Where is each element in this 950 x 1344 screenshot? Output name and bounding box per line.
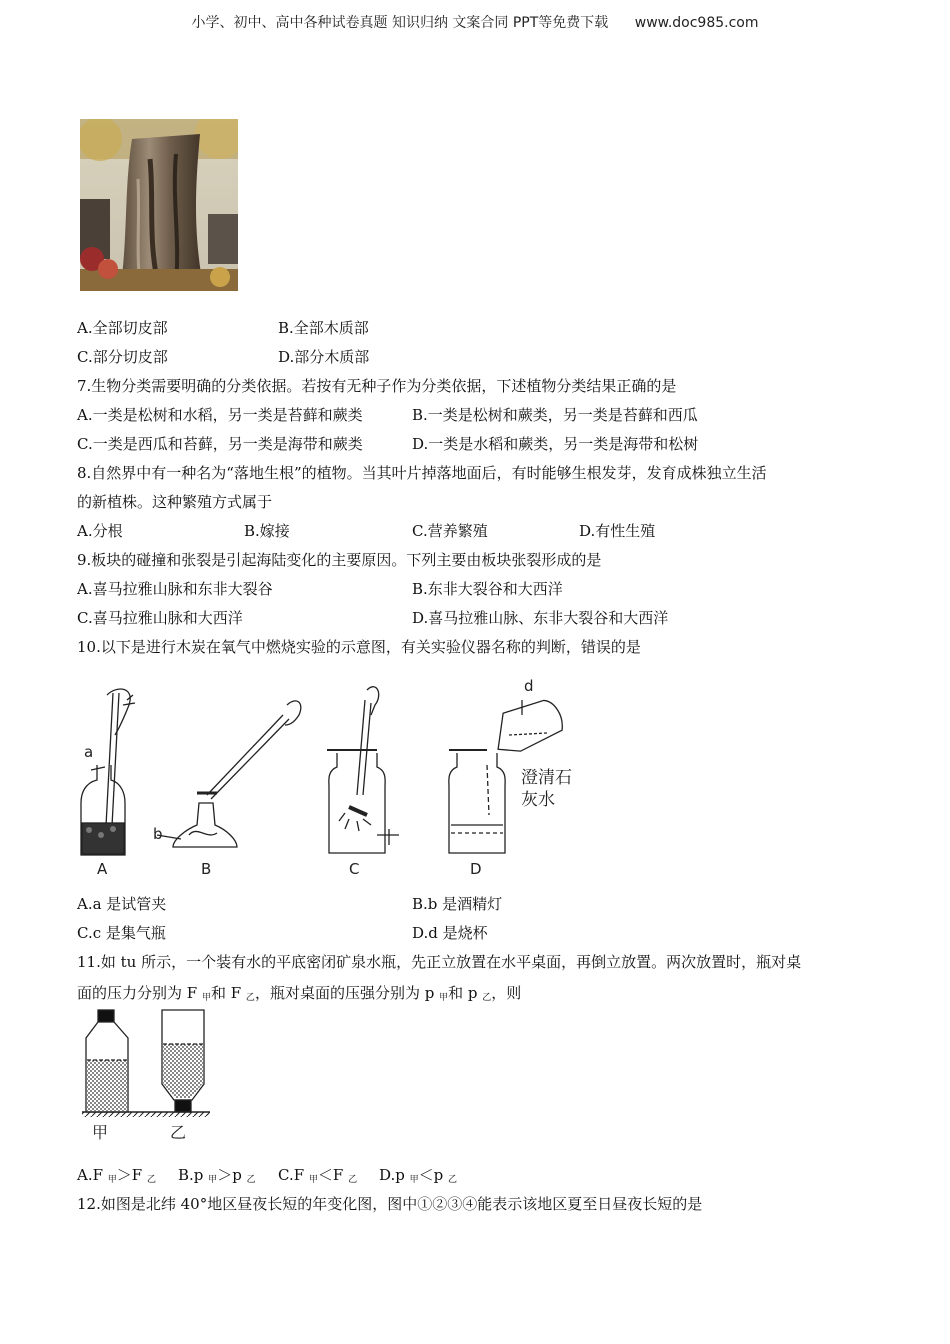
header-text: 小学、初中、高中各种试卷真题 知识归纳 文案合同 PPT等免费下载 [191,15,609,31]
q10-option-a[interactable]: A.a 是试管夹 [77,895,167,913]
q11-option-d[interactable]: D.p $_甲$＜p $_乙$ [379,1166,458,1185]
q6-option-b[interactable]: B.全部木质部 [278,319,369,337]
q8-stem-line1: 8.自然界中有一种名为“落地生根”的植物。当其叶片掉落地面后，有时能够生根发芽，发育成株独立生活 [77,464,767,482]
q11-option-b[interactable]: B.p $_甲$＞p $_乙$ [178,1166,256,1185]
figure-label-b: B [201,860,212,878]
apparatus-c [327,687,399,853]
q8-option-d[interactable]: D.有性生殖 [579,522,656,540]
q7-stem: 7.生物分类需要明确的分类依据。若按有无种子作为分类依据，下述植物分类结果正确的是 [77,377,677,395]
q8-option-b[interactable]: B.嫁接 [244,522,290,540]
figure-label-d: D [470,860,482,878]
q7-option-d[interactable]: D.一类是水稻和蕨类，另一类是海带和松树 [412,435,699,453]
figure-label-c: C [349,860,360,878]
q10-option-d[interactable]: D.d 是烧杯 [412,924,488,942]
q7-option-c[interactable]: C.一类是西瓜和苔藓，另一类是海带和蕨类 [77,435,363,453]
tree-photo [80,119,238,291]
apparatus-b [157,701,301,847]
q11-bottle-figure [80,1008,212,1144]
q9-option-a[interactable]: A.喜马拉雅山脉和东非大裂谷 [77,580,273,598]
limewater-label-1: 澄清石 [521,768,572,788]
label-jia: 甲 [92,1123,109,1142]
limewater-label-2: 灰水 [521,790,555,810]
q10-experiment-figure [77,675,587,880]
q9-stem: 9.板块的碰撞和张裂是引起海陆变化的主要原因。下列主要由板块张裂形成的是 [77,551,602,569]
q8-option-a[interactable]: A.分根 [77,522,123,540]
q11-stem-line2: 面的压力分别为 F $_甲$和 F $_乙$，瓶对桌面的压强分别为 p $_甲$和 p $_乙$，则 [77,984,522,1003]
q11-option-a[interactable]: A.F $_甲$＞F $_乙$ [77,1166,156,1185]
figure-label-a: A [97,860,108,878]
q9-option-d[interactable]: D.喜马拉雅山脉、东非大裂谷和大西洋 [412,609,669,627]
label-b: b [153,825,163,843]
page-header [0,12,950,32]
bottle-upright [86,1010,128,1112]
q10-option-b[interactable]: B.b 是酒精灯 [412,895,503,913]
q6-option-a[interactable]: A.全部切皮部 [77,319,168,337]
q12-stem: 12.如图是北纬 40°地区昼夜长短的年变化图，图中①②③④能表示该地区夏至日昼夜长短的是 [77,1195,703,1213]
q7-option-b[interactable]: B.一类是松树和蕨类，另一类是苔藓和西瓜 [412,406,698,424]
q8-stem-line2: 的新植株。这种繁殖方式属于 [77,493,273,511]
q9-option-c[interactable]: C.喜马拉雅山脉和大西洋 [77,609,243,627]
q9-option-b[interactable]: B.东非大裂谷和大西洋 [412,580,563,598]
label-d: d [524,677,534,695]
header-url[interactable]: www.doc985.com [634,15,759,31]
apparatus-a [81,689,135,855]
q11-option-c[interactable]: C.F $_甲$＜F $_乙$ [278,1166,358,1185]
q10-option-c[interactable]: C.c 是集气瓶 [77,924,166,942]
label-yi: 乙 [170,1123,187,1142]
q6-option-c[interactable]: C.部分切皮部 [77,348,168,366]
q10-stem: 10.以下是进行木炭在氧气中燃烧实验的示意图，有关实验仪器名称的判断，错误的是 [77,638,641,656]
label-a: a [84,743,94,761]
bottle-inverted [162,1010,204,1112]
q6-option-d[interactable]: D.部分木质部 [278,348,370,366]
q11-stem-line1: 11.如 tu 所示，一个装有水的平底密闭矿泉水瓶，先正立放置在水平桌面，再倒立放置。两次放置时，瓶对桌 [77,953,802,971]
q8-option-c[interactable]: C.营养繁殖 [412,522,488,540]
q7-option-a[interactable]: A.一类是松树和水稻，另一类是苔藓和蕨类 [77,406,363,424]
